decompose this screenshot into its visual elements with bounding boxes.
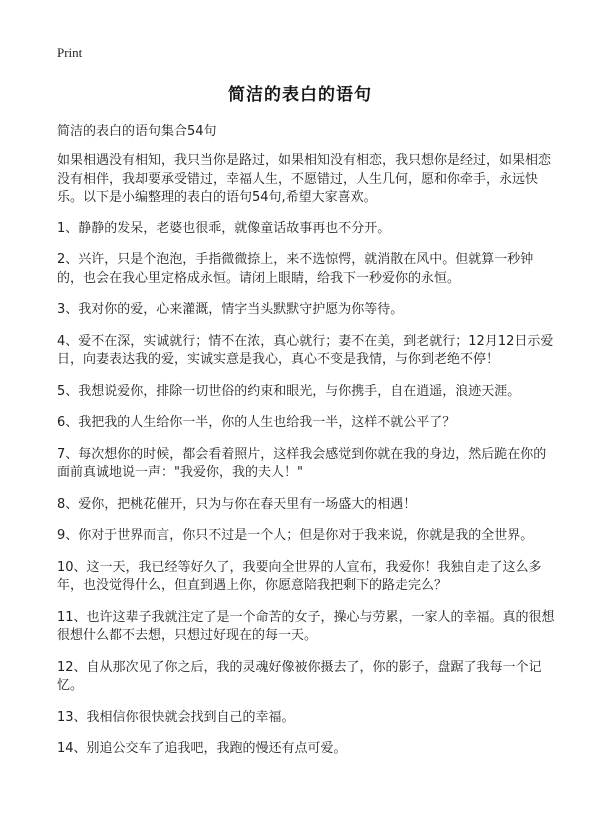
list-item: 6、我把我的人生给你一半，你的人生也给我一半，这样不就公平了？	[57, 415, 456, 430]
list-item: 3、我对你的爱，心来灌溉，情字当头默默守护愿为你等待。	[57, 302, 404, 317]
list-item: 2、兴许，只是个泡泡，手指微微捺上，来不选惊愕，就消散在风中。但就算一秒钟的，也会在我心里定格成永恒。请闭上眼睛，给我下一秒爱你的永恒。	[57, 252, 534, 286]
list-item: 8、爱你，把桃花催开，只为与你在春天里有一场盛大的相遇！	[57, 496, 417, 512]
list-item: 7、每次想你的时候，都会看着照片，这样我会感觉到你就在我的身边，然后跪在你的面前真诚地说一声："我爱你，我的夫人！"	[57, 446, 547, 480]
list-item: 13、我相信你很快就会找到自己的幸福。	[57, 709, 295, 725]
print-link[interactable]: Print	[57, 45, 83, 60]
intro-paragraph: 如果相遇没有相知，我只当你是路过，如果相知没有相恋，我只想你是经过，如果相恋没有相伴，我却要承受错过，幸福人生，不愿错过，人生几何，愿和你牵手，永远快乐。以下是小编整理的表白的语句54句,希望大家喜欢。	[57, 153, 552, 205]
list-item: 12、自从那次见了你之后，我的灵魂好像被你摄去了，你的影子，盘踞了我每一个记忆。	[57, 659, 542, 693]
page-title: 简洁的表白的语句	[228, 85, 372, 105]
article-body	[57, 152, 558, 772]
list-item: 9、你对于世界而言，你只不过是一个人；但是你对于我来说，你就是我的全世界。	[57, 528, 534, 543]
subtitle: 简洁的表白的语句集合54句	[57, 124, 217, 139]
list-item: 5、我想说爱你，排除一切世俗的约束和眼光，与你携手，自在逍遥，浪迹天涯。	[57, 383, 521, 399]
list-item: 14、别追公交车了追我吧，我跑的慢还有点可爱。	[57, 741, 347, 756]
list-item: 10、这一天，我已经等好久了，我要向全世界的人宣布，我爱你！我独自走了这么多年，也没觉得什么，但直到遇上你，你愿意陪我把剩下的路走完么？	[57, 559, 542, 593]
list-item: 4、爱不在深，实诚就行；情不在浓，真心就行；妻不在美，到老就行；12月12日示爱日，向妻表达我的爱，实诚实意是我心，真心不变是我情，与你到老绝不停！	[57, 333, 554, 367]
list-item: 1、静静的发呆，老婆也很乖，就像童话故事再也不分开。	[57, 220, 391, 236]
list-item: 11、也许这辈子我就注定了是一个命苦的女子，操心与劳累，一家人的幸福。真的很想很想什么都不去想，只想过好现在的每一天。	[57, 609, 555, 643]
